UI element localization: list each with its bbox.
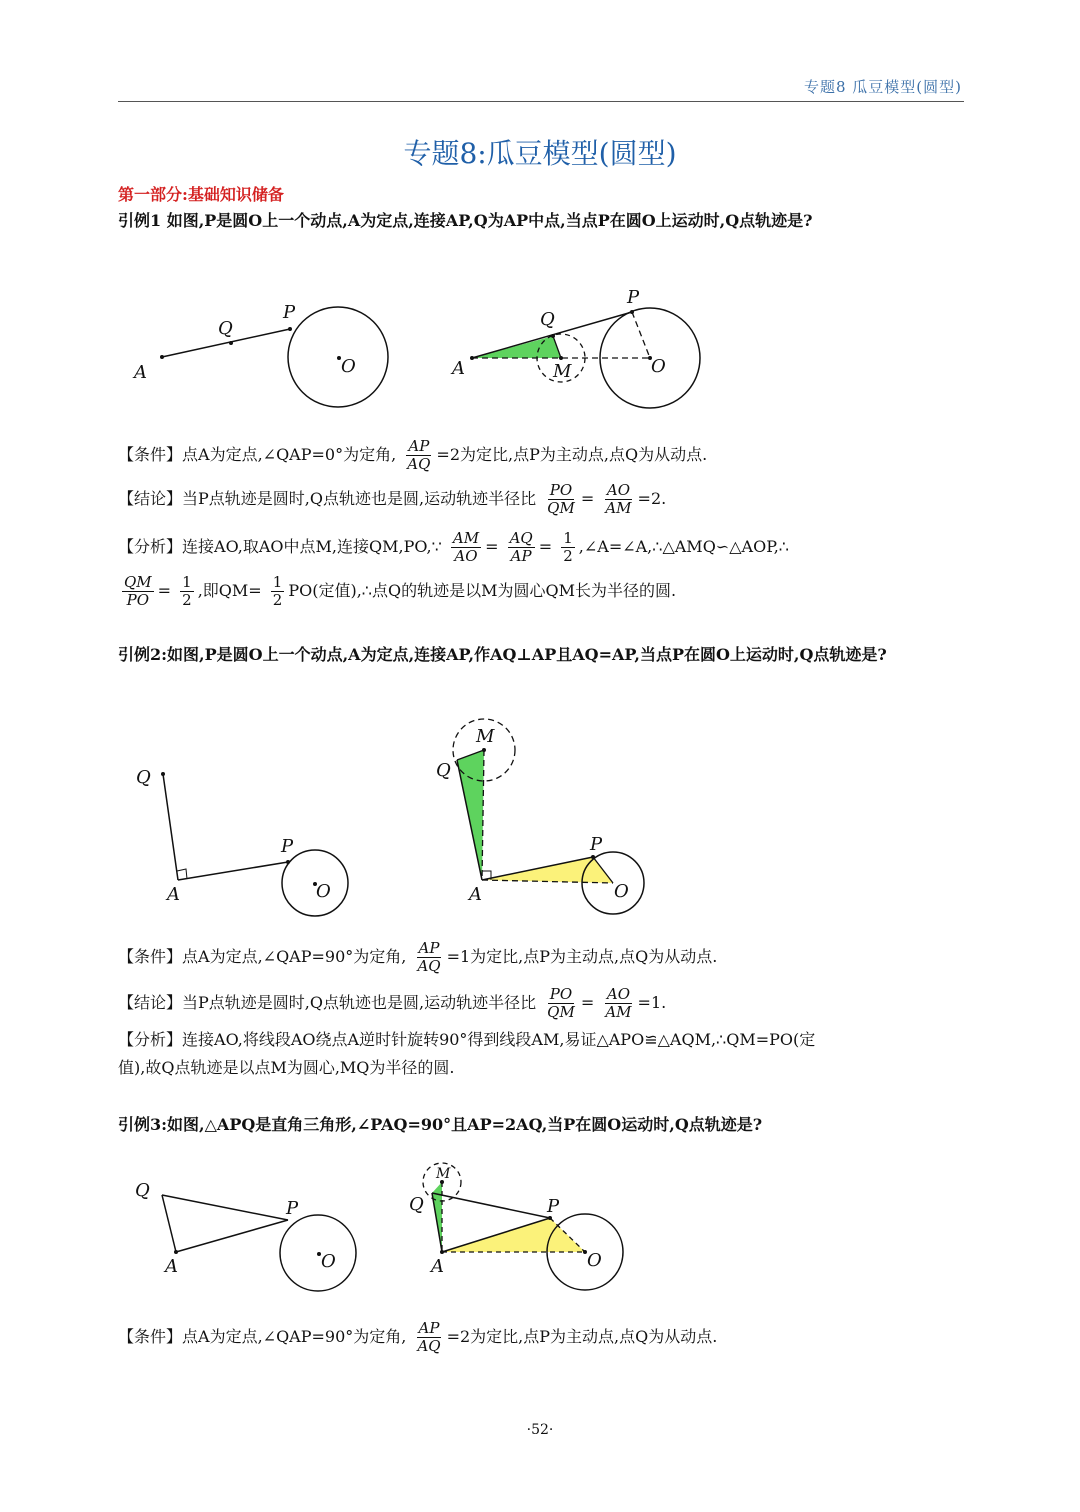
section-heading: 第一部分:基础知识储备 bbox=[118, 185, 284, 204]
svg-text:A: A bbox=[134, 362, 147, 383]
svg-text:P: P bbox=[281, 836, 294, 857]
svg-text:P: P bbox=[283, 302, 296, 323]
example2-question: 引例2:如图,P是圆O上一个动点,A为定点,连接AP,作AQ⊥AP且AQ=AP,当点P在圆O上运动时,Q点轨迹是? bbox=[118, 645, 887, 664]
svg-text:A: A bbox=[165, 1256, 178, 1277]
ex2-condition: 【条件】点A为定点,∠QAP=90°为定角, $\frac{AP}{AQ}$ =1为定比,点P为主动点,点Q为从动点. bbox=[118, 939, 718, 975]
ex3-figure-right bbox=[409, 1163, 623, 1290]
svg-text:M: M bbox=[476, 726, 495, 747]
ex1-conclusion: 【结论】当P点轨迹是圆时,Q点轨迹也是圆,运动轨迹半径比 $\frac{PO}{QM}$ = $\frac{AO}{AM}$ =2. bbox=[118, 481, 667, 517]
svg-text:P: P bbox=[547, 1196, 560, 1217]
ex2-figure-left bbox=[136, 767, 348, 916]
ex3-condition: 【条件】点A为定点,∠QAP=90°为定角, $\frac{AP}{AQ}$ =2为定比,点P为主动点,点Q为从动点. bbox=[118, 1319, 718, 1355]
page-title: 专题8:瓜豆模型(圆型) bbox=[403, 137, 677, 170]
svg-text:M: M bbox=[553, 361, 572, 382]
svg-text:Q: Q bbox=[136, 767, 151, 788]
svg-text:O: O bbox=[651, 356, 666, 377]
svg-text:A: A bbox=[469, 884, 482, 905]
ex2-analysis-2: 值),故Q点轨迹是以点M为圆心,MQ为半径的圆. bbox=[118, 1058, 455, 1077]
svg-text:O: O bbox=[321, 1251, 336, 1272]
svg-text:A: A bbox=[452, 358, 465, 379]
svg-text:Q: Q bbox=[540, 309, 555, 330]
page-number: ·52· bbox=[526, 1422, 554, 1438]
ex2-analysis-1: 【分析】连接AO,将线段AO绕点A逆时针旋转90°得到线段AM,易证△APO≌△AQM,∴QM=PO(定 bbox=[118, 1030, 816, 1049]
svg-text:O: O bbox=[316, 881, 331, 902]
svg-text:O: O bbox=[341, 356, 356, 377]
ex1-figure-right bbox=[450, 287, 700, 408]
ex2-figure-right bbox=[436, 719, 644, 914]
svg-text:Q: Q bbox=[436, 760, 451, 781]
ex2-conclusion: 【结论】当P点轨迹是圆时,Q点轨迹也是圆,运动轨迹半径比 $\frac{PO}{QM}$ = $\frac{AO}{AM}$ =1. bbox=[118, 985, 667, 1021]
svg-text:P: P bbox=[590, 834, 603, 855]
ex1-analysis-1: 【分析】连接AO,取AO中点M,连接QM,PO,∵ $\frac{AM}{AO}$ = $\frac{AQ}{AP}$ = $\frac{1}{2}$ ,∠A=∠A,∴△AMQ∽△AOP,∴ bbox=[118, 529, 789, 565]
ex3-figure-left bbox=[135, 1180, 356, 1291]
svg-text:Q: Q bbox=[135, 1180, 150, 1201]
svg-text:A: A bbox=[167, 884, 180, 905]
ex1-condition: 【条件】点A为定点,∠QAP=0°为定角, $\frac{AP}{AQ}$ =2为定比,点P为主动点,点Q为从动点. bbox=[118, 437, 708, 473]
svg-text:O: O bbox=[614, 881, 629, 902]
example1-question: 引例1 如图,P是圆O上一个动点,A为定点,连接AP,Q为AP中点,当点P在圆O上运动时,Q点轨迹是? bbox=[118, 211, 813, 230]
example3-question: 引例3:如图,△APQ是直角三角形,∠PAQ=90°且AP=2AQ,当P在圆O运动时,Q点轨迹是? bbox=[118, 1115, 763, 1134]
svg-text:P: P bbox=[286, 1198, 299, 1219]
svg-text:M: M bbox=[436, 1166, 451, 1182]
svg-text:Q: Q bbox=[409, 1194, 424, 1215]
svg-text:O: O bbox=[587, 1250, 602, 1271]
svg-text:A: A bbox=[431, 1256, 444, 1277]
svg-text:P: P bbox=[627, 287, 640, 308]
svg-text:Q: Q bbox=[218, 318, 233, 339]
ex1-figure-left bbox=[132, 302, 388, 407]
ex1-analysis-2: $\frac{QM}{PO}$ = $\frac{1}{2}$ ,即QM= $\frac{1}{2}$ PO(定值),∴点Q的轨迹是以M为圆心QM长为半径的圆. bbox=[124, 573, 677, 609]
running-head: 专题8 瓜豆模型(圆型) bbox=[803, 78, 962, 96]
